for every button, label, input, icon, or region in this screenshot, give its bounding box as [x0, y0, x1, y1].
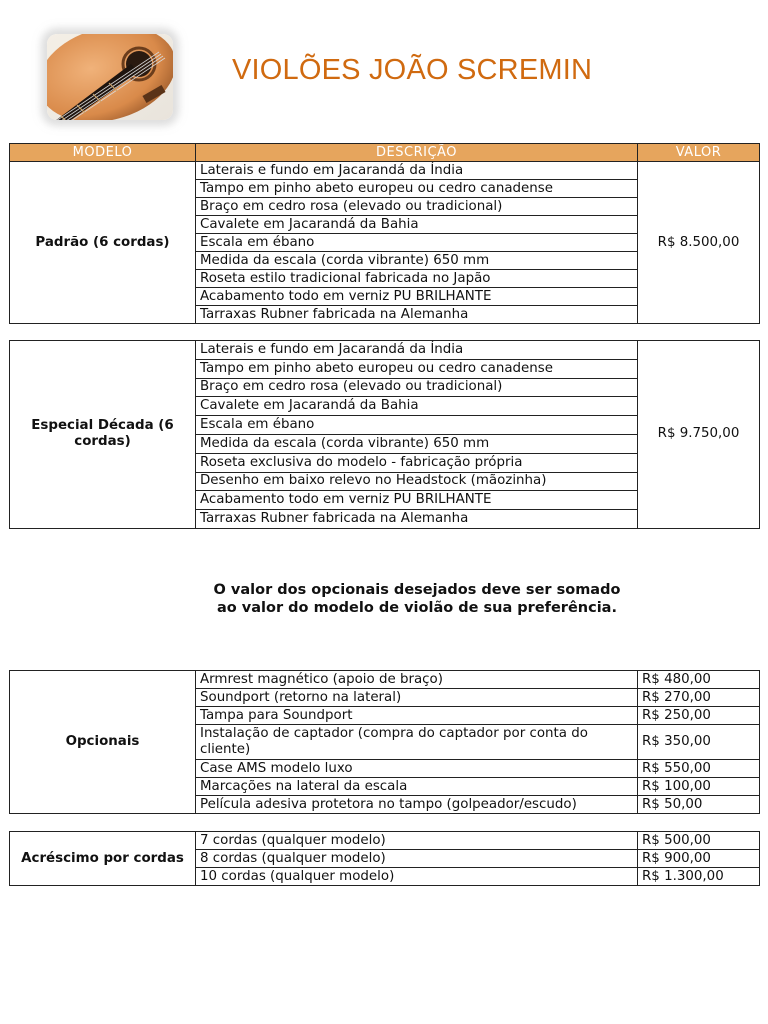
optional-price: R$ 50,00: [638, 796, 760, 814]
table-row: [10, 832, 760, 850]
feature-item: Tarraxas Rubner fabricada na Alemanha: [196, 306, 638, 324]
header-model: MODELO: [10, 144, 196, 162]
optionals-note: O valor dos opcionais desejados deve ser somado ao valor do modelo de violão de sua preferência.: [213, 582, 621, 616]
optional-item: Soundport (retorno na lateral): [196, 689, 638, 707]
feature-item: Escala em ébano: [196, 234, 638, 252]
model-price: R$ 8.500,00: [638, 162, 760, 324]
feature-item: Acabamento todo em verniz PU BRILHANTE: [196, 288, 638, 306]
header-description: DESCRIÇÃO: [196, 144, 638, 162]
guitar-logo-image: [47, 34, 173, 120]
model-table-padrao: [9, 143, 760, 324]
model-table-especial-decada: [9, 340, 760, 529]
feature-item: Roseta estilo tradicional fabricada no Japão: [196, 270, 638, 288]
table-row: [10, 162, 760, 180]
strings-extra-item: 7 cordas (qualquer modelo): [196, 832, 638, 850]
strings-extra-label: Acréscimo por cordas: [10, 832, 196, 886]
optional-price: R$ 270,00: [638, 689, 760, 707]
header-value: VALOR: [638, 144, 760, 162]
strings-extra-item: 8 cordas (qualquer modelo): [196, 850, 638, 868]
feature-item: Tarraxas Rubner fabricada na Alemanha: [196, 510, 638, 529]
optional-item: Armrest magnético (apoio de braço): [196, 671, 638, 689]
optional-item: Instalação de captador (compra do captador por conta do cliente): [196, 725, 638, 760]
page-title: VIOLÕES JOÃO SCREMIN: [232, 54, 593, 86]
table-header-row: [10, 144, 760, 162]
table-row: [10, 341, 760, 360]
feature-item: Tampo em pinho abeto europeu ou cedro canadense: [196, 359, 638, 378]
feature-item: Tampo em pinho abeto europeu ou cedro canadense: [196, 180, 638, 198]
feature-item: Laterais e fundo em Jacarandá da Índia: [196, 162, 638, 180]
optional-item: Marcações na lateral da escala: [196, 778, 638, 796]
feature-item: Laterais e fundo em Jacarandá da Índia: [196, 341, 638, 360]
feature-item: Desenho em baixo relevo no Headstock (mãozinha): [196, 472, 638, 491]
feature-item: Medida da escala (corda vibrante) 650 mm: [196, 434, 638, 453]
optional-item: Case AMS modelo luxo: [196, 760, 638, 778]
optional-price: R$ 250,00: [638, 707, 760, 725]
strings-extra-price: R$ 1.300,00: [638, 868, 760, 886]
feature-item: Braço em cedro rosa (elevado ou tradicional): [196, 378, 638, 397]
optional-price: R$ 550,00: [638, 760, 760, 778]
feature-item: Braço em cedro rosa (elevado ou tradicional): [196, 198, 638, 216]
strings-extra-table: [9, 831, 760, 886]
optionals-table: [9, 670, 760, 814]
model-price: R$ 9.750,00: [638, 341, 760, 529]
optionals-label: Opcionais: [10, 671, 196, 814]
optional-item: Tampa para Soundport: [196, 707, 638, 725]
feature-item: Escala em ébano: [196, 416, 638, 435]
model-name: Padrão (6 cordas): [10, 162, 196, 324]
strings-extra-price: R$ 900,00: [638, 850, 760, 868]
optional-price: R$ 350,00: [638, 725, 760, 760]
strings-extra-item: 10 cordas (qualquer modelo): [196, 868, 638, 886]
strings-extra-price: R$ 500,00: [638, 832, 760, 850]
feature-item: Cavalete em Jacarandá da Bahia: [196, 397, 638, 416]
model-name: Especial Década (6 cordas): [10, 341, 196, 529]
optional-price: R$ 480,00: [638, 671, 760, 689]
feature-item: Roseta exclusiva do modelo - fabricação própria: [196, 453, 638, 472]
feature-item: Acabamento todo em verniz PU BRILHANTE: [196, 491, 638, 510]
table-row: [10, 671, 760, 689]
optional-item: Película adesiva protetora no tampo (golpeador/escudo): [196, 796, 638, 814]
feature-item: Cavalete em Jacarandá da Bahia: [196, 216, 638, 234]
optional-price: R$ 100,00: [638, 778, 760, 796]
feature-item: Medida da escala (corda vibrante) 650 mm: [196, 252, 638, 270]
